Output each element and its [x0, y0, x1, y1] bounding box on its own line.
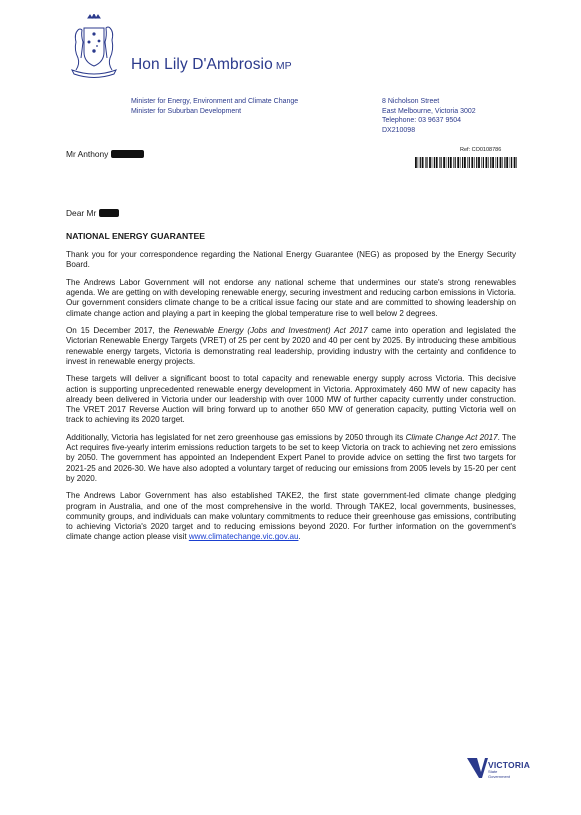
logo-sub-line: Government — [488, 773, 511, 779]
recipient-name: Mr Anthony — [66, 149, 109, 159]
paragraph: Additionally, Victoria has legislated for net zero greenhouse gas emissions by 2050 through its Climate Change Act 2017. The Act requires five-yearly interim emissions reduction targets to be set to keep Victoria on track to achieving net zero emissions by 2050. The government has appointed an Independent Expert Panel to provide advice on setting the first two targets for 2021-25 and 2026-30. We have also adopted a voluntary target of reducing our emissions from 2005 levels by 15-20 per cent by 2020. — [66, 432, 516, 483]
act-title: Climate Change Act 2017 — [405, 432, 498, 442]
victoria-wordmark: VICTORIA — [488, 760, 531, 770]
reference-number: Ref: CO0108786 — [460, 147, 502, 153]
minister-name: Hon Lily D'Ambrosio MP — [131, 56, 292, 73]
climate-change-link[interactable]: www.climatechange.vic.gov.au — [188, 532, 299, 542]
state-government-label — [488, 770, 510, 779]
salutation: Dear Mr — [66, 208, 119, 218]
act-title: Renewable Energy (Jobs and Investment) Act 2017 — [173, 326, 368, 336]
paragraph: The Andrews Labor Government has also established TAKE2, the first state government-led climate change pledging program in Australia, and one of the most comprehensive in the world. Through TAKE2, local governments, businesses, community groups, and individuals can make voluntary commitments to reduce their greenhouse gas emissions, contributing to achieving Victoria's 2020 target and to reducing emissions beyond 2020. For further information on the government's climate change action please visit www.climatechange.vic.gov.au. — [66, 491, 516, 542]
postnominal: MP — [275, 60, 292, 72]
portfolio-line: Minister for Suburban Development — [131, 107, 242, 115]
portfolio-line: Minister for Energy, Environment and Climate Change — [131, 98, 299, 105]
coat-of-arms-icon — [64, 14, 124, 80]
paragraph: Thank you for your correspondence regarding the National Energy Guarantee (NEG) as proposed by the Energy Security Board. — [66, 250, 516, 270]
address-line: East Melbourne, Victoria 3002 — [382, 107, 476, 115]
logo-sub-line: State — [488, 769, 498, 774]
address-line: DX210098 — [382, 126, 416, 134]
redaction-mark — [99, 209, 119, 217]
paragraph: The Andrews Labor Government will not endorse any national scheme that undermines our state's strong renewables agenda. We are getting on with developing renewable energy, securing investment and reducing carbon emissions in Victoria. Our government considers climate change to be a critical issue facing our state and are committed to showing leadership on climate change action and playing a part in keeping the global temperature rise to well below 2 degrees. — [66, 277, 516, 318]
address-line: 8 Nicholson Street — [382, 98, 440, 105]
letter-subject: NATIONAL ENERGY GUARANTEE — [66, 231, 205, 241]
recipient-line — [66, 149, 144, 159]
paragraph: These targets will deliver a significant boost to total capacity and renewable energy supply across Victoria. This decisive action is supporting unprecedented renewable energy development in Victoria. Approximately 460 MW of new capacity has already been delivered in Victoria under our leadership with over 1000 MW of further capacity currently under construction. The VRET 2017 Reverse Auction will bring forward up to another 650 MW of generation capacity, putting Victoria well on track to achieving its 2020 target. — [66, 374, 516, 425]
paragraph: On 15 December 2017, the Renewable Energy (Jobs and Investment) Act 2017 came into operation and legislated the Victorian Renewable Energy Targets (VRET) of 25 per cent by 2020 and 40 per cent by 2025. By introducing these ambitious renewable energy targets, Victoria is demonstrating real leadership, providing industry with the certainty and confidence to invest in renewable energy projects. — [66, 326, 516, 366]
redaction-mark — [111, 150, 144, 158]
portfolio-list — [131, 97, 298, 116]
address-line: Telephone: 03 9637 9504 — [382, 117, 462, 124]
office-address — [382, 97, 476, 135]
letter-body — [66, 250, 516, 550]
barcode-icon — [415, 157, 518, 168]
